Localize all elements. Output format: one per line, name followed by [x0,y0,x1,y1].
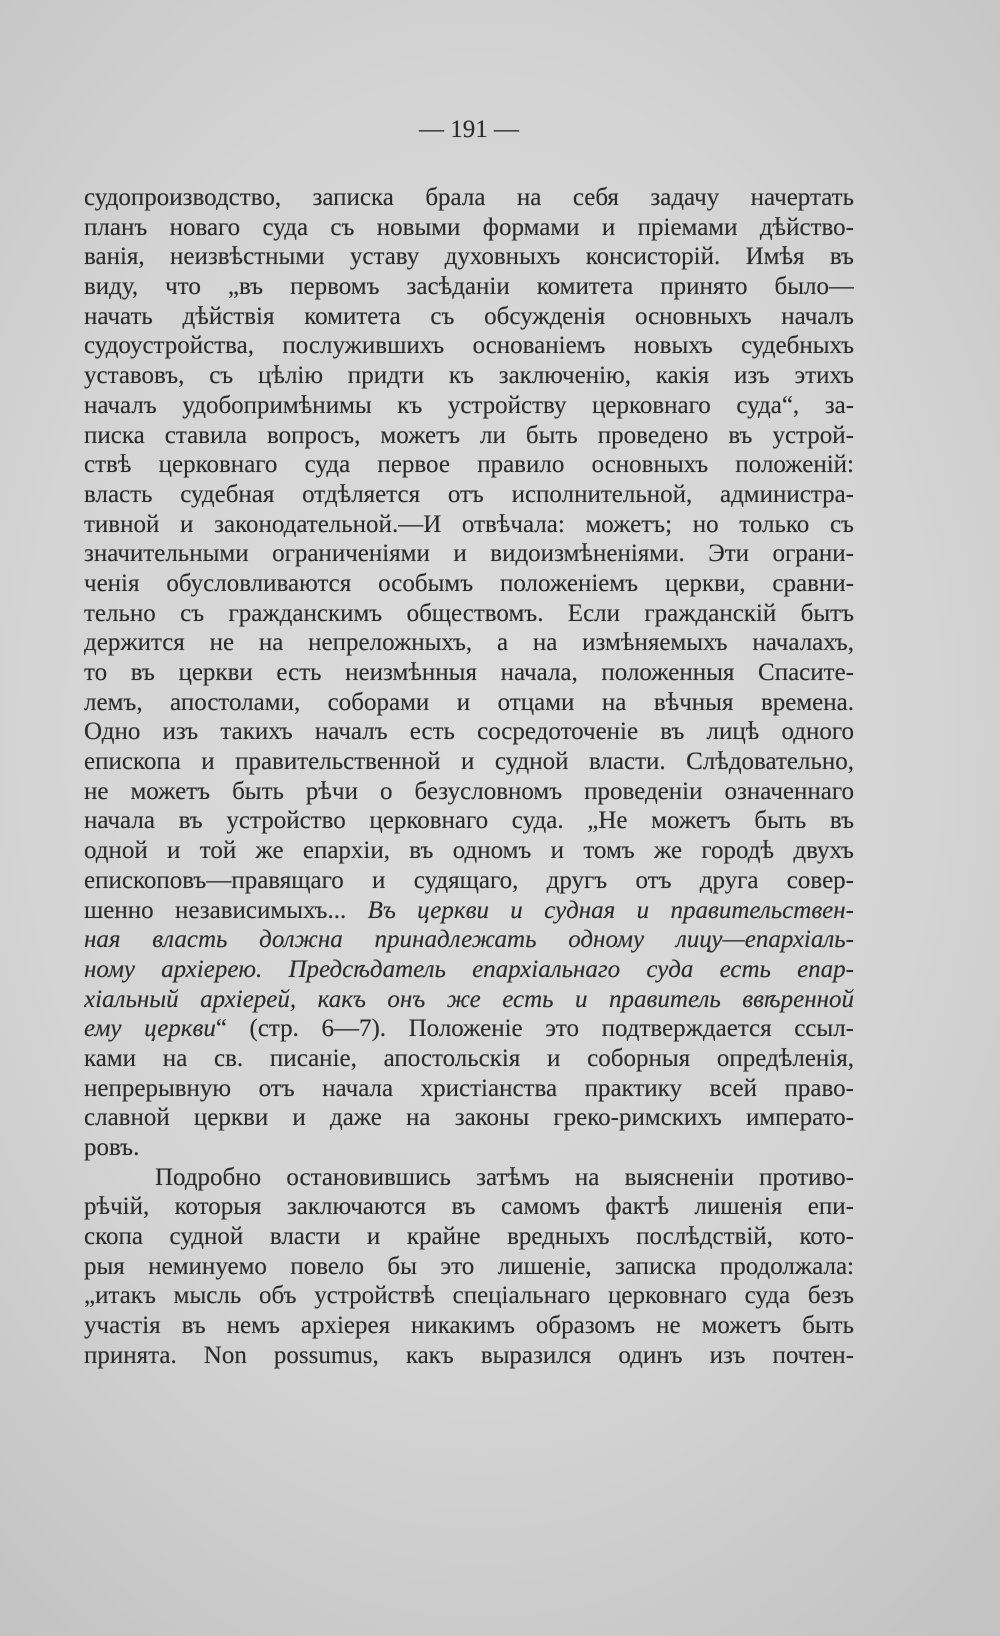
text-line: ровъ. [84,1134,140,1161]
text-line: тивной и законодательной.—И отвѣчала: можетъ; но только съ [84,510,854,538]
text-line: держится не на непреложныхъ, а на измѣняемыхъ началахъ, [84,629,854,657]
text-line: уставовъ, съ цѣлію придти къ заключенію, какія изъ этихъ [84,362,854,390]
italic-text-line: хіальный архіерей, какъ онъ же есть и правитель ввѣренной [84,985,854,1013]
text-line: значительными ограниченіями и видоизмѣненіями. Эти ограни- [84,540,854,568]
text-line: „итакъ мысль объ устройствѣ спеціальнаго церковнаго суда безъ [84,1282,854,1310]
text-line: участія въ немъ архіерея никакимъ образомъ не можетъ быть [84,1312,854,1340]
italic-text-run: ему церкви [84,1015,216,1043]
body-text [84,183,854,1371]
italic-text-line: ному архіерею. Предсѣдатель епархіальнаго суда есть епар- [84,955,854,983]
text-line: виду, что „въ первомъ засѣданіи комитета принято было— [84,273,854,301]
text-line: Подробно остановившись затѣмъ на выясненіи противо- [155,1163,854,1191]
paragraph [84,1163,854,1371]
text-line: принята. Non possumus, какъ выразился одинъ изъ почтен- [84,1341,854,1369]
text-line: славной церкви и даже на законы греко-римскихъ императо- [84,1104,854,1132]
text-line: Одно изъ такихъ началъ есть сосредоточеніе въ лицѣ одного [84,718,854,746]
text-line [84,896,854,926]
text-line: ками на св. писаніе, апостольскія и соборныя опредѣленія, [84,1044,854,1072]
text-line: судоустройства, послужившихъ основаніемъ новыхъ судебныхъ [84,332,854,360]
page-number: — 191 — [419,116,519,143]
text-line: началъ удобопримѣнимы къ устройству церковнаго суда“, за- [84,391,854,419]
text-line: скопа судной власти и крайне вредныхъ послѣдствій, кото- [84,1223,854,1251]
text-line: судопроизводство, записка брала на себя задачу начертать [84,184,854,211]
paragraph [84,183,854,1163]
text-line: тельно съ гражданскимъ обществомъ. Если гражданскій бытъ [84,599,854,627]
text-line: рыя неминуемо повело бы это лишеніе, записка продолжала: [84,1252,854,1280]
text-line: то въ церкви есть неизмѣнныя начала, положенныя Спасите- [84,659,854,686]
text-line: начать дѣйствія комитета съ обсужденія основныхъ началъ [84,302,854,330]
text-line: власть судебная отдѣляется отъ исполнительной, администра- [84,480,854,508]
text-line [84,1014,854,1044]
text-line: епископа и правительственной и судной власти. Слѣдовательно, [84,748,854,776]
text-run: шенно независимыхъ... [84,896,368,924]
text-run: “ (стр. 6—7). Положеніе это подтверждается ссыл- [215,1015,854,1043]
text-line: ванія, неизвѣстными уставу духовныхъ консисторій. Имѣя въ [84,243,854,271]
text-line: рѣчій, которыя заключаются въ самомъ фактѣ лишенія епи- [84,1193,854,1221]
italic-text-line: ная власть должна принадлежать одному лицу—епархіаль- [84,926,854,954]
italic-text-run: Въ церкви и судная и правительствен- [367,896,854,924]
text-line: епископовъ—правящаго и судящаго, другъ отъ друга совер- [84,866,854,894]
text-line: лемъ, апостолами, соборами и отцами на вѣчныя времена. [84,688,854,716]
text-line: начала въ устройство церковнаго суда. „Не можетъ быть въ [84,807,854,835]
text-line: не можетъ быть рѣчи о безусловномъ проведеніи означеннаго [84,777,854,805]
text-line: непрерывную отъ начала христіанства практику всей право- [84,1074,854,1102]
text-line: планъ новаго суда съ новыми формами и пріемами дѣйство- [84,213,854,241]
text-line: писка ставила вопросъ, можетъ ли быть проведено въ устрой- [84,421,854,449]
text-line: ствѣ церковнаго суда первое правило основныхъ положеній: [84,451,854,479]
text-line: одной и той же епархіи, въ одномъ и томъ же городѣ двухъ [84,837,854,865]
text-line: ченія обусловливаются особымъ положеніемъ церкви, сравни- [84,569,854,597]
